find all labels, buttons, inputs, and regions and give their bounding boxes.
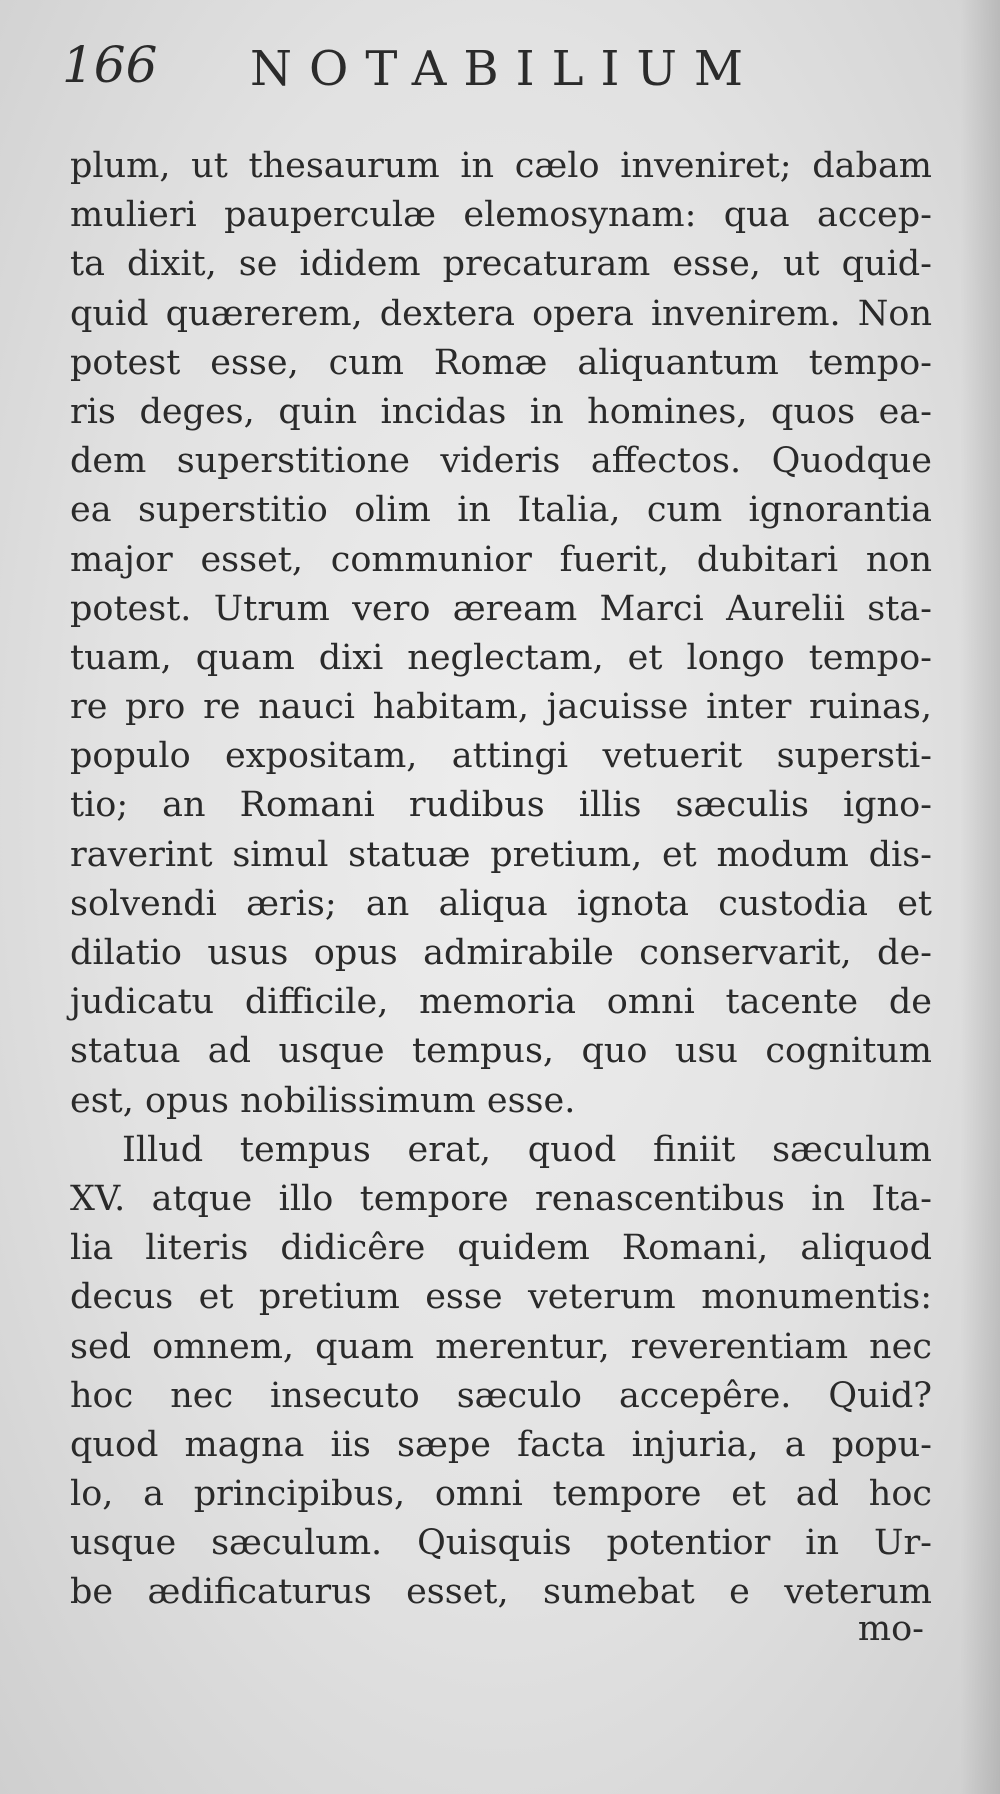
- text-line: solvendi æris; an aliqua ignota custodia et: [70, 883, 932, 924]
- text-line: lo, a principibus, omni tempore et ad hoc: [70, 1474, 932, 1515]
- text-line: decus et pretium esse veterum monumentis:: [70, 1277, 932, 1318]
- text-line: quid quærerem, dextera opera invenirem. Non: [70, 293, 932, 334]
- text-line: est, opus nobilissimum esse.: [70, 1080, 576, 1121]
- text-line: quod magna iis sæpe facta injuria, a popu-: [70, 1424, 932, 1465]
- text-line: lia literis didicêre quidem Romani, aliquod: [70, 1228, 932, 1269]
- text-line: dilatio usus opus admirabile conservarit, de-: [70, 933, 932, 973]
- text-line: populo expositam, attingi vetuerit supersti-: [70, 736, 932, 777]
- page-number: 166: [62, 36, 158, 94]
- text-line: XV. atque illo tempore renascentibus in Ita-: [70, 1178, 932, 1219]
- text-line: ris deges, quin incidas in homines, quos ea-: [70, 391, 932, 432]
- text-line: judicatu difficile, memoria omni tacente de: [70, 982, 932, 1023]
- text-line: dem superstitione videris affectos. Quodque: [70, 441, 932, 482]
- text-line: Illud tempus erat, quod finiit sæculum: [122, 1129, 932, 1170]
- text-line: sed omnem, quam merentur, reverentiam nec: [70, 1326, 932, 1367]
- text-line: tio; an Romani rudibus illis sæculis igno-: [70, 785, 932, 826]
- page-edge-shadow: [960, 0, 1000, 1794]
- text-line: raverint simul statuæ pretium, et modum dis-: [70, 834, 932, 875]
- text-line: usque sæculum. Quisquis potentior in Ur-: [70, 1523, 932, 1564]
- body-text: [70, 142, 932, 1618]
- text-line: be ædificaturus esset, sumebat e veterum: [70, 1572, 932, 1613]
- text-line: tuam, quam dixi neglectam, et longo tempo-: [70, 637, 932, 678]
- text-line: ea superstitio olim in Italia, cum ignorantia: [70, 490, 932, 531]
- text-line: potest esse, cum Romæ aliquantum tempo-: [70, 342, 932, 383]
- text-line: re pro re nauci habitam, jacuisse inter ruinas,: [70, 687, 932, 728]
- text-line: hoc nec insecuto sæculo accepêre. Quid?: [70, 1375, 932, 1416]
- text-line: major esset, communior fuerit, dubitari non: [70, 539, 932, 580]
- text-line: mulieri pauperculæ elemosynam: qua accep-: [70, 195, 932, 236]
- catchword: mo-: [857, 1609, 924, 1649]
- text-line: ta dixit, se ididem precaturam esse, ut quid-: [70, 244, 932, 285]
- running-title: NOTABILIUM: [250, 41, 761, 97]
- text-line: plum, ut thesaurum in cælo inveniret; dabam: [70, 146, 932, 186]
- text-line: potest. Utrum vero æream Marci Aurelii sta-: [70, 588, 932, 629]
- text-line: statua ad usque tempus, quo usu cognitum: [70, 1031, 932, 1072]
